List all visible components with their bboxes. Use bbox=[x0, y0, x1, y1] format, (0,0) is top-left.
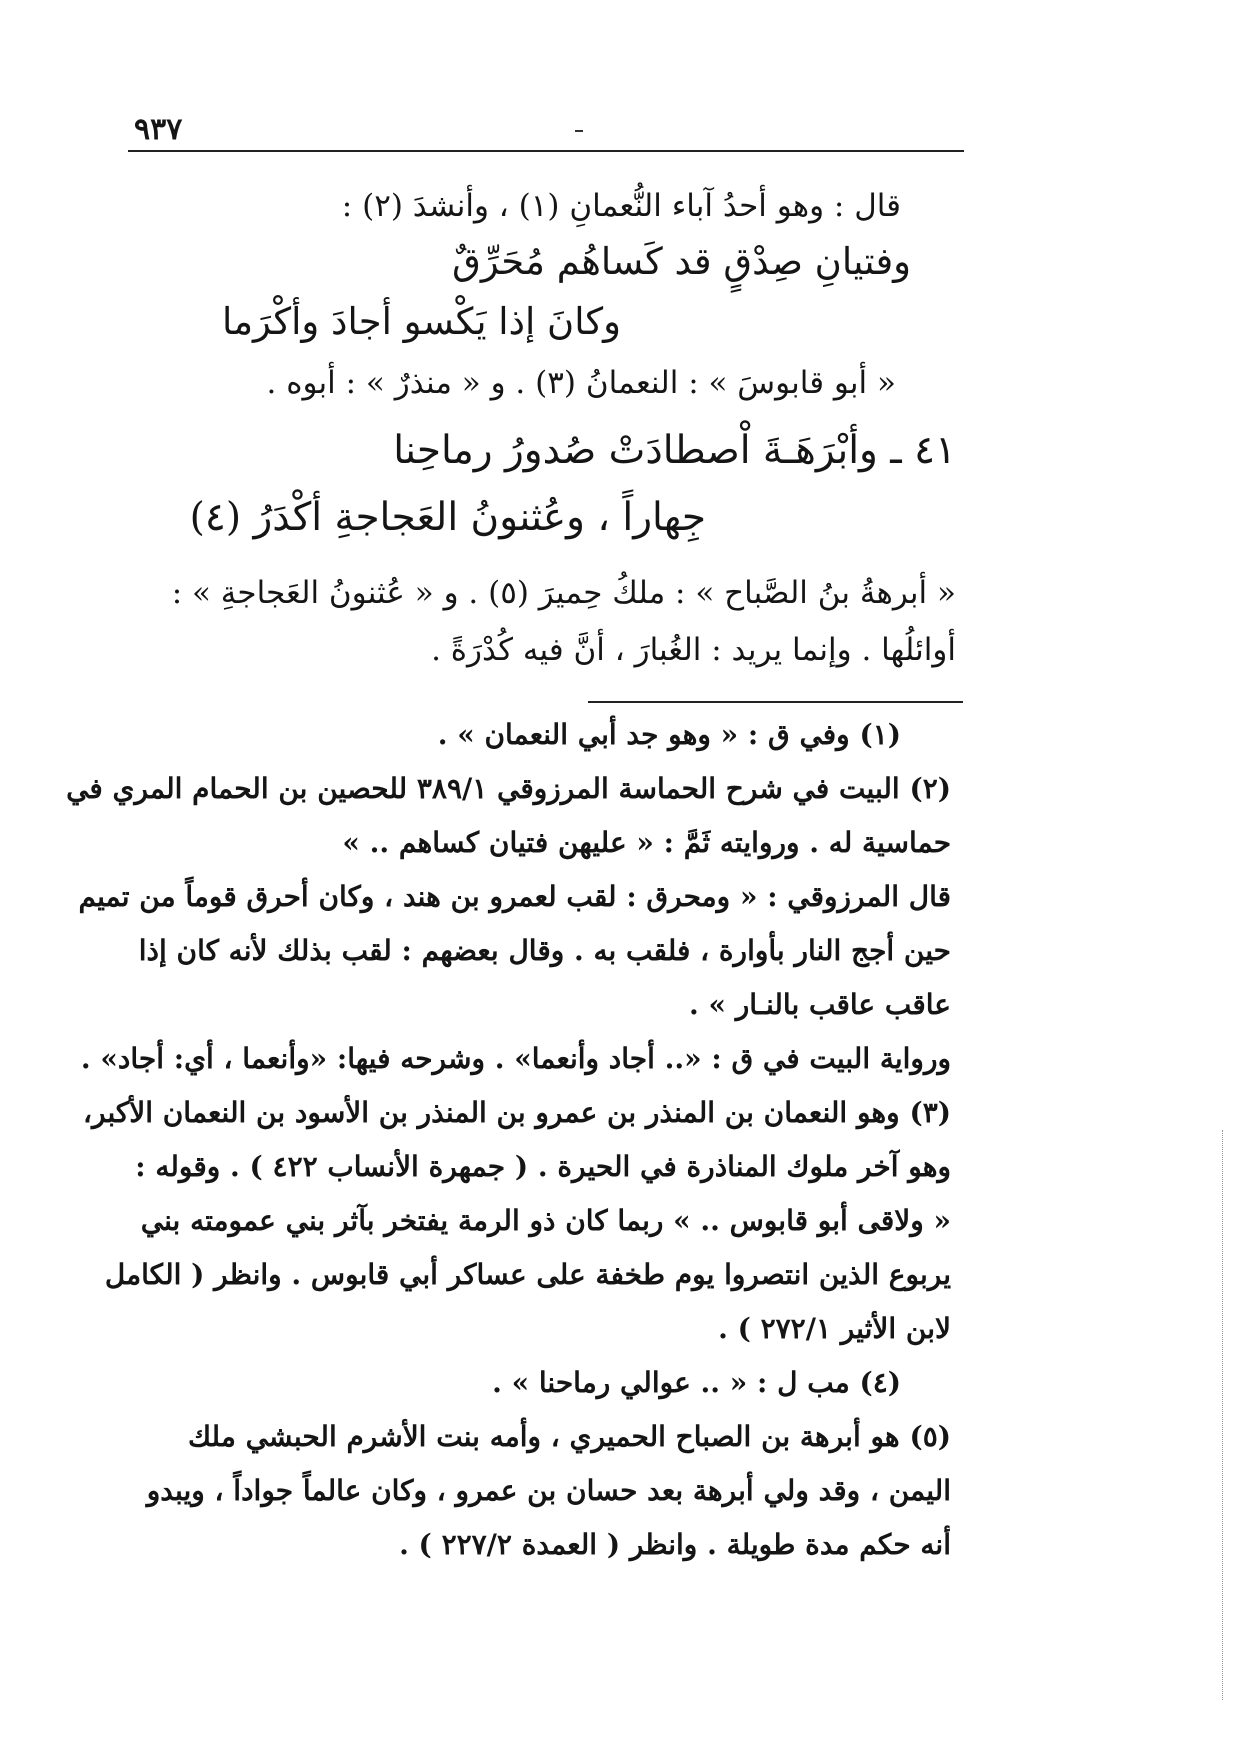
footnote-2-line-3: قال المرزوقي : « ومحرق : لقب لعمرو بن هند ، وكان أحرق قوماً من تميم bbox=[78, 880, 951, 913]
footnote-4: (٤) مب ل : « .. عوالي رماحنا » . bbox=[492, 1366, 901, 1399]
footnote-2-line-1: (٢) البيت في شرح الحماسة المرزوقي ٣٨٩/١ للحصين بن الحمام المري في bbox=[66, 772, 951, 805]
verse-line-1a: وفتيانِ صِدْقٍ قد كَساهُم مُحَرِّقٌ bbox=[452, 240, 911, 283]
footnote-5-line-1: (٥) هو أبرهة بن الصباح الحميري ، وأمه بنت الأشرم الحبشي ملك bbox=[187, 1420, 951, 1453]
footnote-2-line-6: ورواية البيت في ق : «.. أجاد وأنعما» . وشرحه فيها: «وأنعما ، أي: أجاد» . bbox=[80, 1042, 951, 1075]
body-line-4: أوائلُها . وإنما يريد : الغُبارَ ، أنَّ فيه كُدْرَةً . bbox=[431, 632, 956, 668]
top-mark bbox=[575, 130, 583, 132]
verse-line-1b: وكانَ إذا يَكْسو أجادَ وأكْرَما bbox=[221, 300, 621, 343]
footnote-3-line-2: وهو آخر ملوك المناذرة في الحيرة . ( جمهرة الأنساب ٤٢٢ ) . وقوله : bbox=[135, 1150, 951, 1183]
footnote-3-line-3: « ولاقى أبو قابوس .. » ربما كان ذو الرمة يفتخر بآثر بني عمومته بني bbox=[140, 1204, 951, 1237]
body-line-3: « أبرهةُ بنُ الصَّباح » : ملكُ حِميرَ (٥) . و « عُثنونُ العَجاجةِ » : bbox=[171, 575, 956, 611]
body-line-1: قال : وهو أحدُ آباء النُّعمانِ (١) ، وأنشدَ (٢) : bbox=[341, 188, 901, 224]
footnote-5-line-2: اليمن ، وقد ولي أبرهة بعد حسان بن عمرو ، وكان عالماً جواداً ، ويبدو bbox=[146, 1474, 951, 1507]
footnote-1: (١) وفي ق : « وهو جد أبي النعمان » . bbox=[437, 718, 901, 751]
scan-edge-artifact bbox=[1222, 1130, 1224, 1700]
footnote-3-line-1: (٣) وهو النعمان بن المنذر بن عمرو بن المنذر بن الأسود بن النعمان الأكبر، bbox=[82, 1096, 951, 1129]
page-number: ٩٣٧ bbox=[134, 112, 183, 147]
footnote-3-line-5: لابن الأثير ٢٧٢/١ ) . bbox=[718, 1312, 951, 1345]
body-line-2: « أبو قابوسَ » : النعمانُ (٣) . و « منذرٌ » : أبوه . bbox=[266, 365, 896, 401]
footnote-rule bbox=[588, 701, 963, 703]
footnote-2-line-4: حين أجج النار بأوارة ، فلقب به . وقال بعضهم : لقب بذلك لأنه كان إذا bbox=[138, 934, 951, 967]
header-rule bbox=[128, 150, 964, 152]
footnote-2-line-2: حماسية له . وروايته ثَمَّ : « عليهن فتيان كساهم .. » bbox=[342, 826, 951, 859]
verse-line-41b: جِهاراً ، وعُثنونُ العَجاجةِ أكْدَرُ (٤) bbox=[189, 495, 706, 540]
footnote-2-line-5: عاقب عاقب بالنـار » . bbox=[688, 988, 951, 1021]
footnote-3-line-4: يربوع الذين انتصروا يوم طخفة على عساكر أبي قابوس . وانظر ( الكامل bbox=[104, 1258, 951, 1291]
footnote-5-line-3: أنه حكم مدة طويلة . وانظر ( العمدة ٢٢٧/٢ ) . bbox=[399, 1528, 951, 1561]
verse-line-41a: ٤١ ـ وأبْرَهَـةَ اْصطادَتْ صُدورُ رماحِنا bbox=[393, 428, 956, 473]
